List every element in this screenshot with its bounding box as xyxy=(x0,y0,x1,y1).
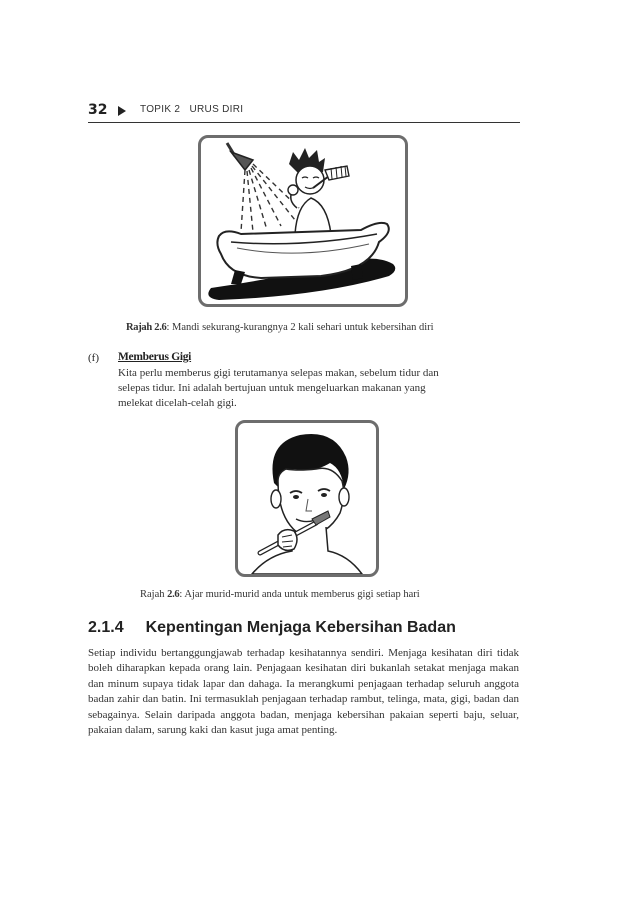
play-arrow-icon xyxy=(118,106,126,116)
chapter-title: URUS DIRI xyxy=(189,104,244,115)
chapter-label: TOPIK 2 xyxy=(140,104,181,115)
item-label: (f) xyxy=(88,352,99,364)
page-number: 32 xyxy=(88,102,108,118)
item-body xyxy=(118,366,518,411)
toothbrush-caption-number: 2.6 xyxy=(167,589,180,600)
toothbrush-figure-caption xyxy=(140,589,420,600)
toothbrush-caption-word: Rajah xyxy=(140,589,168,600)
chapter-heading xyxy=(140,104,243,115)
bath-illustration xyxy=(201,138,405,304)
item-body-line: Kita perlu memberus gigi terutamanya selepas makan, sebelum tidur dan xyxy=(118,367,439,379)
page-header xyxy=(88,104,520,123)
section-number: 2.1.4 xyxy=(88,619,124,636)
toothbrush-illustration-frame xyxy=(235,420,379,577)
bath-figure-caption xyxy=(126,322,434,333)
toothbrush-illustration xyxy=(238,423,376,574)
body-paragraph: Setiap individu bertanggungjawab terhadap kesihatannya sendiri. Menjaga kesihatan diri tidak boleh diharapkan kepada orang lain. Penjagaan kesihatan diri bukanlah setakat menjaga makan dan minum supaya tidak lapar dan dahaga. Ia merangkumi penjagaan terhadap seluruh anggota badan zahir dan batin. Ini termasuklah penjagaan terhadap rambut, telinga, mata, gigi, badan dan sebagainya. Selain daripada anggota badan, menjaga kebersihan pakaian seperti baju, seluar, pakaian dalam, sarung kaki dan kasut juga amat penting. xyxy=(88,647,519,737)
item-body-line: melekat dicelah-celah gigi. xyxy=(118,397,237,409)
toothbrush-caption-text: : Ajar murid-murid anda untuk memberus gigi setiap hari xyxy=(179,589,420,600)
bath-caption-text: : Mandi sekurang-kurangnya 2 kali sehari untuk kebersihan diri xyxy=(166,322,434,333)
item-body-line: selepas tidur. Ini adalah bertujuan untuk mengeluarkan makanan yang xyxy=(118,382,426,394)
section-heading xyxy=(88,619,456,637)
item-title: Memberus Gigi xyxy=(118,351,192,363)
bath-caption-label: Rajah 2.6 xyxy=(126,322,167,333)
section-title: Kepentingan Menjaga Kebersihan Badan xyxy=(145,619,456,636)
bath-illustration-frame xyxy=(198,135,408,307)
